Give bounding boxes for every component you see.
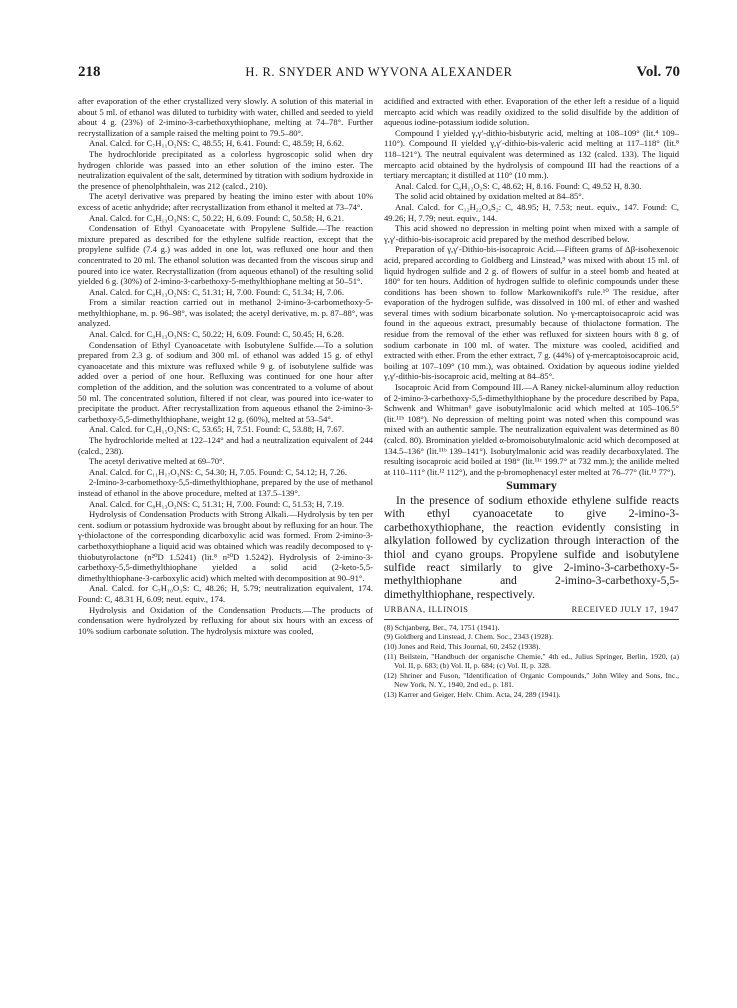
- paragraph: Hydrolysis and Oxidation of the Condensation Products.—The products of condensation were hydrolyzed by refluxing for about six hours with an excess of 10% sodium carbonate solution. The hydrolysis mixture was cooled,: [78, 604, 373, 636]
- reference-item: (13) Karrer and Geiger, Helv. Chim. Acta, 24, 289 (1941).: [384, 689, 561, 699]
- paragraph: after evaporation of the ether crystallized very slowly. A solution of this material in about 5 ml. of ethanol was diluted to turbidity with water, chilled and seeded to yield about 4 g. (23%) of 2-imino-3-carbethoxythiophane, melting at 74–78°. Further recrystallization of a sample raised the melting point to 79.5–80°.: [78, 96, 373, 138]
- summary-heading: Summary: [506, 478, 557, 493]
- reference-item: (10) Jones and Reid, This Journal, 60, 2452 (1938).: [384, 642, 541, 651]
- analysis-line: Anal. Calcd. for C₇H₁₁O₂NS: C, 48.55; H, 6.41. Found: C, 48.59; H, 6.62.: [89, 138, 344, 149]
- paragraph: The acetyl derivative melted at 69–70°.: [89, 456, 225, 467]
- paragraph: Isocaproic Acid from Compound III.—A Raney nickel-aluminum alloy reduction of 2-imino-3-carbethoxy-5,5-dimethylthiophane by the procedure described by Papa, Schwenk and Whitman⁶ gave isobutylmalonic acid which melted at 105–106.5° (lit.¹¹ᵇ 108°). No depression of melting point was noted when this compound was mixed with an authentic sample. The neutralization equivalent was determined as 80 (calcd. 80). Bromination yielded α-bromoisobutylmalonic acid which decomposed at 134.5–136° (lit.¹¹ᵇ 139–141°). Isobutylmalonic acid was readily decarboxylated. The resulting isocaproic acid boiled at 198° (lit.¹¹ᶜ 199.7° at 732 mm.); the anilide melted at 110–111° (lit.¹² 112°), and the p-bromophenacyl ester melted at 76–77° (lit.¹³ 77°).: [384, 382, 679, 477]
- paragraph: This acid showed no depression in melting point when mixed with a sample of γ,γ′-dithio-bis-isocaproic acid prepared by the method described below.: [384, 223, 679, 244]
- reference-item: (11) Beilstein, "Handbuch der organische Chemie," 4th ed., Julius Springer, Berlin, 1920, (a) Vol. II, p. 683; (b) Vol. II, p. 684; (c) Vol. II, p. 328.: [384, 651, 679, 671]
- analysis-line: Anal. Calcd. for C₉H₁₅O₂NS: C, 53.65; H, 7.51. Found: C, 53.88; H, 7.67.: [89, 424, 344, 435]
- analysis-line: Anal. Calcd. for C₈H₁₃O₂NS: C, 51.31; H, 7.00. Found: C, 51.34; H, 7.06.: [89, 286, 344, 297]
- reference-item: (12) Shriner and Fuson, "Identification of Organic Compounds," John Wiley and Sons, Inc., New York, N. Y., 1940, 2nd ed., p. 181.: [384, 670, 679, 690]
- reference-item: (9) Goldberg and Linstead, J. Chem. Soc., 2343 (1928).: [384, 632, 554, 642]
- paragraph: The solid acid obtained by oxidation melted at 84–85°.: [395, 191, 584, 202]
- paragraph: acidified and extracted with ether. Evaporation of the ether left a residue of a liquid mercapto acid which was readily oxidized to the solid disulfide by the addition of aqueous iodine-potassium iodide solution.: [384, 96, 679, 128]
- volume-label: Vol. 70: [636, 64, 680, 80]
- paragraph: From a similar reaction carried out in methanol 2-imino-3-carbomethoxy-5-methylthiophane, m. p. 96–98°, was isolated; the acetyl derivative, m. p. 87–88°, was analyzed.: [78, 297, 373, 329]
- received-date: RECEIVED JULY 17, 1947: [571, 605, 679, 615]
- right-column-body: [384, 96, 679, 477]
- received-line: [384, 605, 679, 620]
- paragraph: Condensation of Ethyl Cyanoacetate with Propylene Sulfide.—The reaction mixture prepared as described for the ethylene sulfide reaction, except that the propylene sulfide (7.4 g.) was added in one lot, was refluxed one hour and then concentrated to 20 ml. The ethanol solution was decanted from the viscous sirup and poured into ice water. Recrystallization (from aqueous ethanol) of the resulting solid yielded 6 g. (30%) of 2-imino-3-carbethoxy-5-methylthiophane melting at 50–51°.: [78, 223, 373, 287]
- paragraph: 2-Imino-3-carbomethoxy-5,5-dimethylthiophane, prepared by the use of methanol instead of ethanol in the above procedure, melted at 137.5–139°.: [78, 477, 373, 498]
- received-location: URBANA, ILLINOIS: [384, 605, 469, 615]
- page-number: 218: [78, 64, 101, 80]
- reference-item: (8) Schjanberg, Ber., 74, 1751 (1941).: [384, 622, 500, 632]
- analysis-line: Anal. Calcd. for C₁₂H₂₂O₄S₂: C, 48.95; H, 7.53; neut. equiv., 147. Found: C, 49.26; H, 7.79; neut. equiv., 144.: [384, 201, 679, 223]
- paragraph: The hydrochloride precipitated as a colorless hygroscopic solid when dry hydrogen chloride was passed into an ether solution of the imino ester. The neutralization equivalent of the salt, determined by titration with sodium hydroxide in the presence of phenolphthalein, was 212 (calcd., 210).: [78, 148, 373, 191]
- paragraph: Hydrolysis of Condensation Products with Strong Alkali.—Hydrolysis by ten per cent. sodium or potassium hydroxide was brought about by refluxing for an hour. The γ-thiolactone of the corresponding dicarboxylic acid was formed. From 2-imino-3-carbethoxythiophane a liquid acid was obtained which was readily decomposed to γ-thiobutyrolactone (n²⁰D 1.5241) (lit.⁸ n²⁰D 1.5242). Hydrolysis of 2-imino-3-carbethoxy-5,5-dimethylthiophane yielded a solid acid (2-keto-5,5-dimethylthiophane-3-carboxylic acid) which melted with decomposition at 90–91°.: [78, 509, 373, 583]
- left-column: [78, 96, 373, 636]
- paragraph: Preparation of γ,γ′-Dithio-bis-isocaproic Acid.—Fifteen grams of Δβ-isohexenoic acid, prepared according to Goldberg and Linstead,⁹ was mixed with about 15 ml. of liquid hydrogen sulfide and 2 g. of flowers of sulfur in a steel bomb and heated at 180° for ten hours. Addition of hydrogen sulfide to olefinic compounds under these conditions has been shown to follow Markownikoff's rule.¹⁰ The residue, after evaporation of the hydrogen sulfide, was dissolved in 100 ml. of ether and washed several times with sodium bicarbonate solution. No γ-mercaptoisocaproic acid was found in the aqueous extract, presumably because of thiolactone formation. The residue from the removal of the ether was refluxed for sixteen hours with 8 g. of sodium carbonate in 100 ml. of water. The mixture was cooled, acidified and extracted with ether. From the ether extract, 7 g. (44%) of γ-mercaptoisocaproic acid, boiling at 107–109° (10 mm.), was obtained. Oxidation by aqueous iodine yielded γ,γ′-dithio-bis-isocaproic acid, melting at 84–85°.: [384, 244, 679, 382]
- analysis-line: Anal. Calcd. for C₉H₁₃O₃NS: C, 50.22; H, 6.09. Found: C, 50.45; H, 6.28.: [89, 329, 344, 340]
- right-column: [384, 96, 679, 700]
- running-title: H. R. SNYDER AND WYVONA ALEXANDER: [245, 65, 513, 79]
- analysis-line: Anal. Calcd. for C₁₁H₁₇O₃NS: C, 54.30; H, 7.05. Found: C, 54.12; H, 7.26.: [89, 466, 347, 477]
- paragraph: Compound I yielded γ,γ′-dithio-bisbutyric acid, melting at 108–109° (lit.⁴ 109–110°). Compound II yielded γ,γ′-dithio-bis-valeric acid melting at 117–118° (lit.⁸ 118–121°). The neutral equivalent was determined as 132 (calcd. 133). The liquid mercapto acid obtained by the hydrolysis of compound III had the reactions of a tertiary mercaptan; it distilled at 110° (10 mm.).: [384, 127, 679, 181]
- paragraph: The hydrochloride melted at 122–124° and had a neutralization equivalent of 244 (calcd., 238).: [78, 435, 373, 456]
- references: [384, 623, 679, 700]
- summary-paragraph: In the presence of sodium ethoxide ethylene sulfide reacts with ethyl cyanoacetate to give 2-imino-3-carbethoxythiophane, the reaction evidently consisting in alkylation followed by cyclization through interaction of the thiol and cyano groups. Propylene sulfide and isobutylene sulfide react similarly to give 2-imino-3-carbethoxy-5-methylthiophane and 2-imino-3-carbethoxy-5,5-dimethylthiophane, respectively.: [384, 493, 679, 601]
- paragraph: Condensation of Ethyl Cyanoacetate with Isobutylene Sulfide.—To a solution prepared from 2.3 g. of sodium and 300 ml. of ethanol was added 15 g. of ethyl cyanoacetate and this mixture was refluxed while 9 g. of isobutylene sulfide was added over a period of one hour. Refluxing was continued for one hour after completion of the addition, and the solution was concentrated to a volume of about 50 ml. The concentrated solution, filtered if not clear, was poured into ice-water to precipitate the product. After recrystallization from aqueous ethanol the 2-imino-3-carbethoxy-5,5-dimethylthiophane, weight 12 g. (60%), melted at 53–54°.: [78, 339, 373, 424]
- analysis-line: Anal. Calcd. for C₈H₁₃O₂NS: C, 51.31; H, 7.00. Found: C, 51.53; H, 7.19.: [89, 498, 344, 509]
- analysis-line: Anal. Calcd. for C₆H₁₂O₂S: C, 48.62; H, 8.16. Found: C, 49.52 H, 8.30.: [395, 180, 642, 191]
- running-header: [78, 64, 680, 86]
- analysis-line: Anal. Calcd. for C₉H₁₃O₃NS: C, 50.22; H, 6.09. Found: C, 50.58; H, 6.21.: [89, 212, 344, 223]
- paragraph: The acetyl derivative was prepared by heating the imino ester with about 10% excess of acetic anhydride; after recrystallization from ethanol it melted at 73–74°.: [78, 191, 373, 212]
- analysis-line: Anal. Calcd. for C₇H₁₀O₃S: C, 48.26; H, 5.79; neutralization equivalent, 174. Found: C, 48.31 H, 6.09; neut. equiv., 174.: [78, 583, 373, 604]
